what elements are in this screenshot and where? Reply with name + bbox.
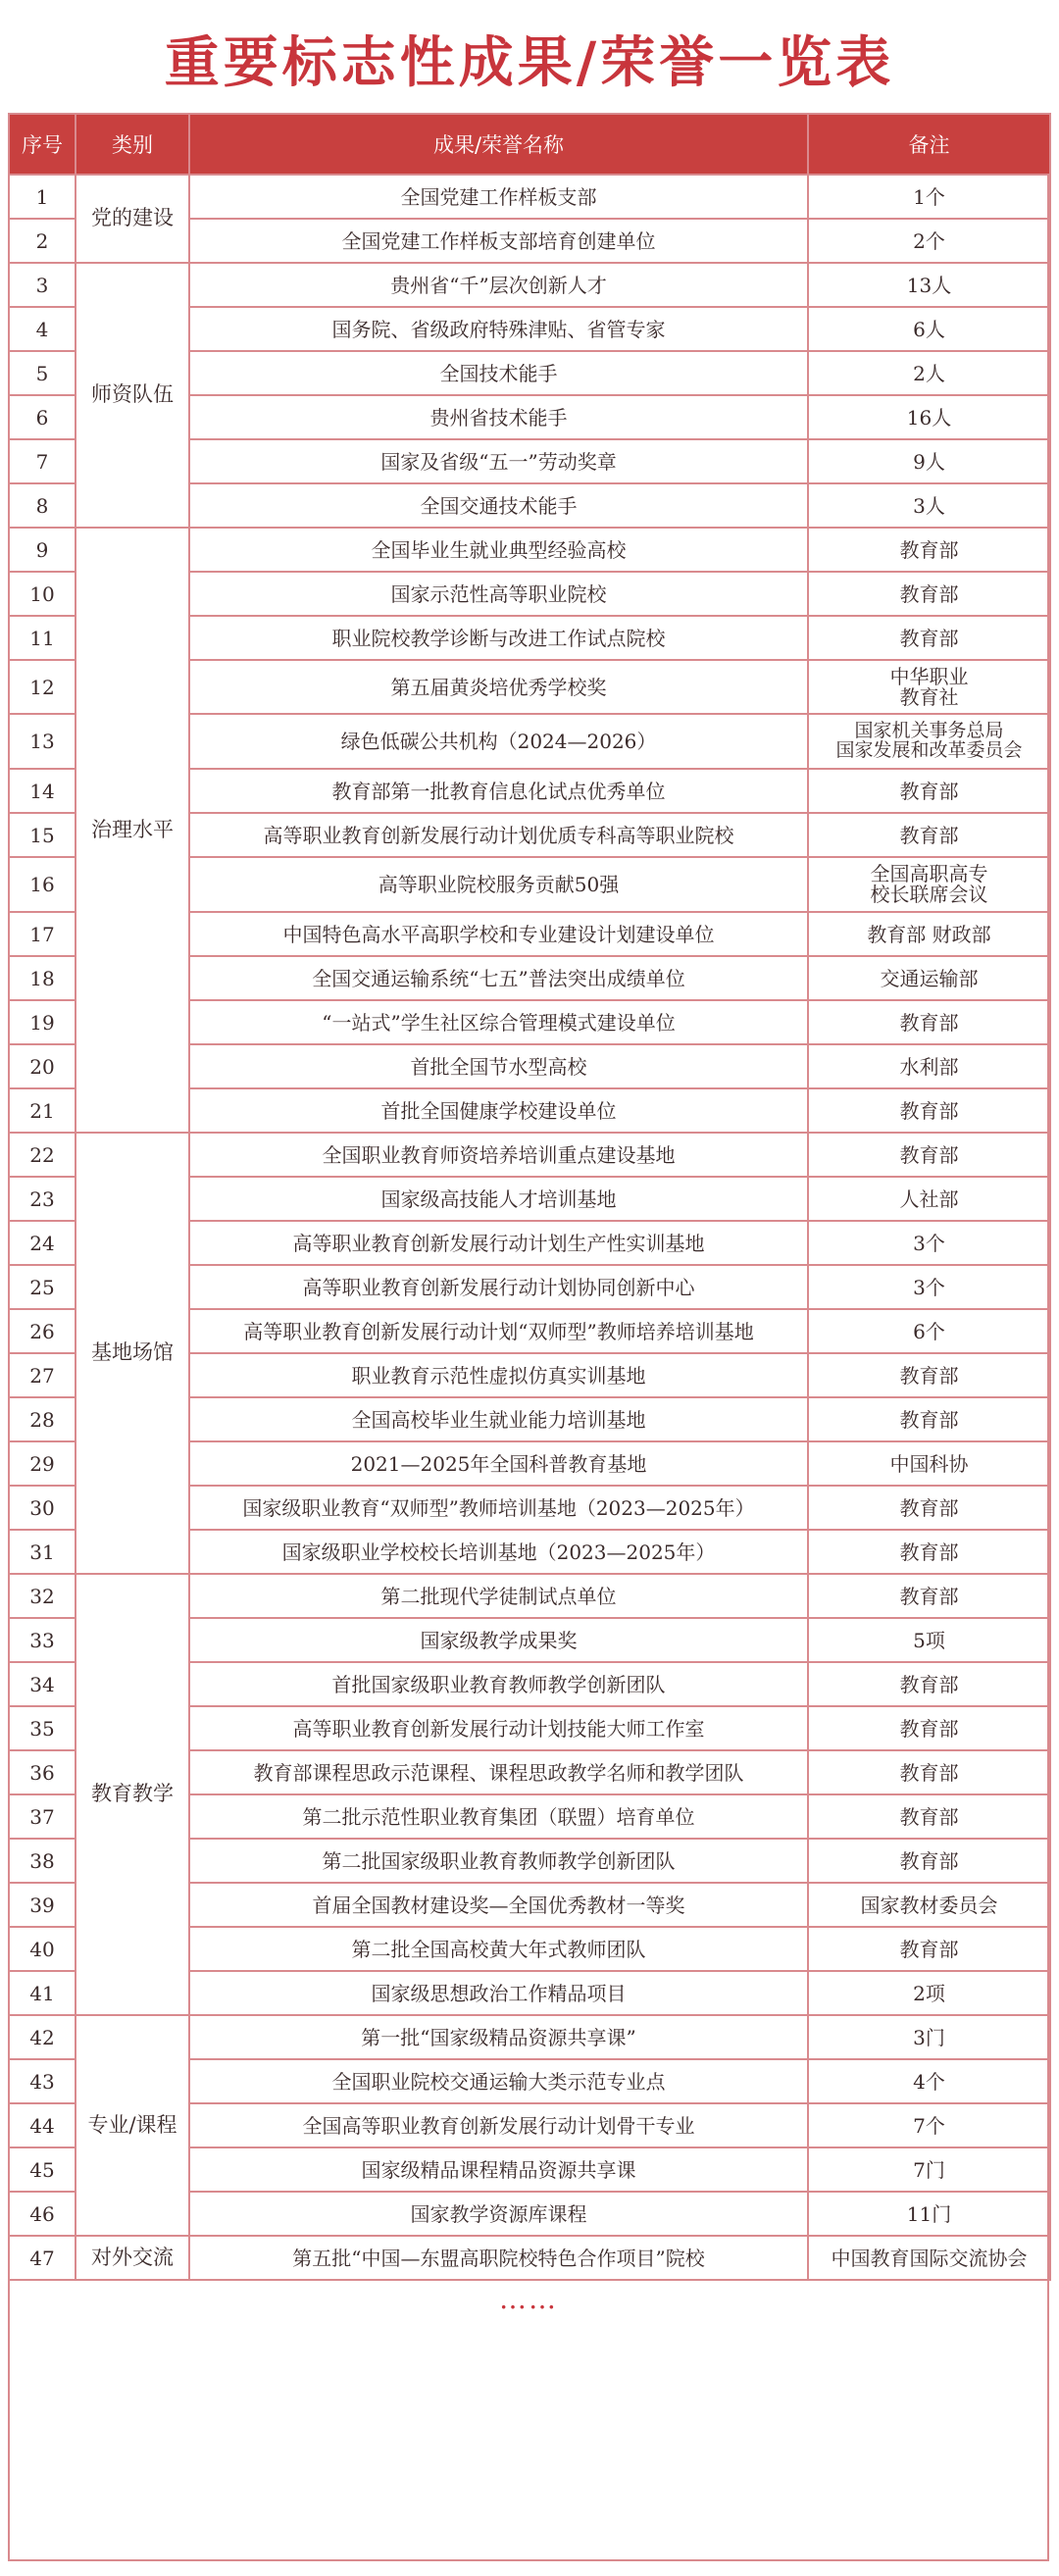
row-index: 28 <box>9 1397 76 1441</box>
row-remark: 13人 <box>808 263 1050 307</box>
row-name: 第二批现代学徒制试点单位 <box>189 1574 808 1618</box>
row-remark: 教育部 <box>808 1353 1050 1397</box>
row-remark: 3个 <box>808 1265 1050 1309</box>
row-remark: 教育部 <box>808 1706 1050 1750</box>
row-category: 师资队伍 <box>76 263 189 528</box>
row-name: 全国毕业生就业典型经验高校 <box>189 528 808 572</box>
row-index: 36 <box>9 1750 76 1794</box>
row-category: 对外交流 <box>76 2236 189 2280</box>
row-index: 8 <box>9 483 76 528</box>
row-index: 4 <box>9 307 76 351</box>
table-row <box>9 528 1050 572</box>
row-index: 33 <box>9 1618 76 1662</box>
table-header-row <box>9 114 1050 175</box>
row-index: 40 <box>9 1927 76 1971</box>
row-name: 首届全国教材建设奖—全国优秀教材一等奖 <box>189 1883 808 1927</box>
row-index: 22 <box>9 1133 76 1177</box>
row-name: 职业院校教学诊断与改进工作试点院校 <box>189 616 808 660</box>
row-name: 高等职业教育创新发展行动计划生产性实训基地 <box>189 1221 808 1265</box>
row-name: 全国职业院校交通运输大类示范专业点 <box>189 2059 808 2103</box>
row-remark: 教育部 <box>808 1750 1050 1794</box>
row-remark: 教育部 财政部 <box>808 912 1050 956</box>
row-name: 全国高校毕业生就业能力培训基地 <box>189 1397 808 1441</box>
row-index: 17 <box>9 912 76 956</box>
table-row <box>9 175 1050 219</box>
row-remark: 教育部 <box>808 1662 1050 1706</box>
row-index: 42 <box>9 2015 76 2059</box>
row-remark: 教育部 <box>808 528 1050 572</box>
row-remark: 教育部 <box>808 616 1050 660</box>
row-index: 6 <box>9 395 76 439</box>
row-index: 18 <box>9 956 76 1000</box>
row-index: 41 <box>9 1971 76 2015</box>
row-index: 32 <box>9 1574 76 1618</box>
row-category: 治理水平 <box>76 528 189 1133</box>
row-remark: 16人 <box>808 395 1050 439</box>
header-index: 序号 <box>9 114 76 175</box>
row-name: 绿色低碳公共机构（2024—2026） <box>189 714 808 769</box>
row-index: 3 <box>9 263 76 307</box>
row-name: 国家级职业教育“双师型”教师培训基地（2023—2025年） <box>189 1486 808 1530</box>
row-index: 15 <box>9 813 76 857</box>
row-name: 第五批“中国—东盟高职院校特色合作项目”院校 <box>189 2236 808 2280</box>
row-name: 全国交通运输系统“七五”普法突出成绩单位 <box>189 956 808 1000</box>
header-name: 成果/荣誉名称 <box>189 114 808 175</box>
row-name: 国家级教学成果奖 <box>189 1618 808 1662</box>
row-remark: 4个 <box>808 2059 1050 2103</box>
row-remark: 国家机关事务总局 国家发展和改革委员会 <box>808 714 1050 769</box>
row-remark: 教育部 <box>808 1530 1050 1574</box>
row-name: 教育部课程思政示范课程、课程思政教学名师和教学团队 <box>189 1750 808 1794</box>
row-category: 党的建设 <box>76 175 189 263</box>
header-remark: 备注 <box>808 114 1050 175</box>
row-index: 47 <box>9 2236 76 2280</box>
row-name: 第二批示范性职业教育集团（联盟）培育单位 <box>189 1794 808 1839</box>
row-remark: 教育部 <box>808 1133 1050 1177</box>
row-index: 9 <box>9 528 76 572</box>
row-remark: 3门 <box>808 2015 1050 2059</box>
row-name: 贵州省“千”层次创新人才 <box>189 263 808 307</box>
row-remark: 9人 <box>808 439 1050 483</box>
row-name: 第五届黄炎培优秀学校奖 <box>189 660 808 714</box>
row-index: 14 <box>9 769 76 813</box>
row-index: 16 <box>9 857 76 912</box>
row-index: 23 <box>9 1177 76 1221</box>
row-index: 43 <box>9 2059 76 2103</box>
row-remark: 3人 <box>808 483 1050 528</box>
row-remark: 人社部 <box>808 1177 1050 1221</box>
row-index: 12 <box>9 660 76 714</box>
row-remark: 2项 <box>808 1971 1050 2015</box>
row-index: 19 <box>9 1000 76 1044</box>
row-category: 教育教学 <box>76 1574 189 2015</box>
row-index: 13 <box>9 714 76 769</box>
row-remark: 教育部 <box>808 769 1050 813</box>
row-remark: 交通运输部 <box>808 956 1050 1000</box>
row-remark: 中国教育国际交流协会 <box>808 2236 1050 2280</box>
row-name: 第二批全国高校黄大年式教师团队 <box>189 1927 808 1971</box>
row-remark: 教育部 <box>808 1088 1050 1133</box>
row-name: 第一批“国家级精品资源共享课” <box>189 2015 808 2059</box>
row-remark: 7个 <box>808 2103 1050 2147</box>
row-index: 10 <box>9 572 76 616</box>
row-name: 高等职业教育创新发展行动计划协同创新中心 <box>189 1265 808 1309</box>
row-index: 20 <box>9 1044 76 1088</box>
row-name: 全国高等职业教育创新发展行动计划骨干专业 <box>189 2103 808 2147</box>
row-index: 7 <box>9 439 76 483</box>
row-name: 国务院、省级政府特殊津贴、省管专家 <box>189 307 808 351</box>
row-index: 2 <box>9 219 76 263</box>
row-remark: 3个 <box>808 1221 1050 1265</box>
row-remark: 国家教材委员会 <box>808 1883 1050 1927</box>
row-name: 贵州省技术能手 <box>189 395 808 439</box>
row-category: 基地场馆 <box>76 1133 189 1574</box>
row-name: 首批全国节水型高校 <box>189 1044 808 1088</box>
row-remark: 教育部 <box>808 1397 1050 1441</box>
row-name: 高等职业教育创新发展行动计划技能大师工作室 <box>189 1706 808 1750</box>
row-name: “一站式”学生社区综合管理模式建设单位 <box>189 1000 808 1044</box>
row-name: 第二批国家级职业教育教师教学创新团队 <box>189 1839 808 1883</box>
row-index: 45 <box>9 2147 76 2192</box>
row-name: 高等职业教育创新发展行动计划“双师型”教师培养培训基地 <box>189 1309 808 1353</box>
row-remark: 教育部 <box>808 1574 1050 1618</box>
row-name: 全国交通技术能手 <box>189 483 808 528</box>
row-index: 37 <box>9 1794 76 1839</box>
row-index: 21 <box>9 1088 76 1133</box>
row-name: 全国党建工作样板支部培育创建单位 <box>189 219 808 263</box>
row-name: 全国职业教育师资培养培训重点建设基地 <box>189 1133 808 1177</box>
row-index: 29 <box>9 1441 76 1486</box>
row-remark: 5项 <box>808 1618 1050 1662</box>
row-name: 国家级精品课程精品资源共享课 <box>189 2147 808 2192</box>
row-remark: 教育部 <box>808 1927 1050 1971</box>
more-indicator: …… <box>499 2283 558 2315</box>
row-name: 中国特色高水平高职学校和专业建设计划建设单位 <box>189 912 808 956</box>
row-remark: 1个 <box>808 175 1050 219</box>
row-index: 30 <box>9 1486 76 1530</box>
header-category: 类别 <box>76 114 189 175</box>
row-index: 24 <box>9 1221 76 1265</box>
row-name: 全国技术能手 <box>189 351 808 395</box>
table-row <box>9 1574 1050 1618</box>
row-index: 1 <box>9 175 76 219</box>
row-name: 国家示范性高等职业院校 <box>189 572 808 616</box>
row-name: 高等职业院校服务贡献50强 <box>189 857 808 912</box>
row-remark: 中国科协 <box>808 1441 1050 1486</box>
row-name: 国家及省级“五一”劳动奖章 <box>189 439 808 483</box>
row-index: 38 <box>9 1839 76 1883</box>
row-remark: 教育部 <box>808 1000 1050 1044</box>
table-row <box>9 2015 1050 2059</box>
row-name: 国家级高技能人才培训基地 <box>189 1177 808 1221</box>
row-index: 39 <box>9 1883 76 1927</box>
row-remark: 水利部 <box>808 1044 1050 1088</box>
row-index: 11 <box>9 616 76 660</box>
row-name: 国家级职业学校校长培训基地（2023—2025年） <box>189 1530 808 1574</box>
row-index: 44 <box>9 2103 76 2147</box>
row-index: 26 <box>9 1309 76 1353</box>
row-remark: 教育部 <box>808 1839 1050 1883</box>
row-name: 教育部第一批教育信息化试点优秀单位 <box>189 769 808 813</box>
row-remark: 教育部 <box>808 813 1050 857</box>
row-index: 31 <box>9 1530 76 1574</box>
row-index: 27 <box>9 1353 76 1397</box>
row-index: 5 <box>9 351 76 395</box>
honors-table <box>8 113 1051 2281</box>
table-row <box>9 263 1050 307</box>
row-name: 全国党建工作样板支部 <box>189 175 808 219</box>
row-name: 国家级思想政治工作精品项目 <box>189 1971 808 2015</box>
row-name: 国家教学资源库课程 <box>189 2192 808 2236</box>
row-remark: 2个 <box>808 219 1050 263</box>
row-remark: 2人 <box>808 351 1050 395</box>
row-remark: 全国高职高专 校长联席会议 <box>808 857 1050 912</box>
row-remark: 6个 <box>808 1309 1050 1353</box>
row-name: 高等职业教育创新发展行动计划优质专科高等职业院校 <box>189 813 808 857</box>
table-row <box>9 1133 1050 1177</box>
row-index: 35 <box>9 1706 76 1750</box>
row-remark: 中华职业 教育社 <box>808 660 1050 714</box>
row-remark: 教育部 <box>808 1794 1050 1839</box>
row-index: 34 <box>9 1662 76 1706</box>
row-name: 职业教育示范性虚拟仿真实训基地 <box>189 1353 808 1397</box>
row-index: 46 <box>9 2192 76 2236</box>
row-remark: 11门 <box>808 2192 1050 2236</box>
row-index: 25 <box>9 1265 76 1309</box>
row-remark: 教育部 <box>808 1486 1050 1530</box>
row-name: 首批全国健康学校建设单位 <box>189 1088 808 1133</box>
row-remark: 教育部 <box>808 572 1050 616</box>
table-body <box>9 175 1050 2280</box>
row-remark: 6人 <box>808 307 1050 351</box>
row-name: 2021—2025年全国科普教育基地 <box>189 1441 808 1486</box>
table-row <box>9 2236 1050 2280</box>
row-category: 专业/课程 <box>76 2015 189 2236</box>
row-name: 首批国家级职业教育教师教学创新团队 <box>189 1662 808 1706</box>
page-title: 重要标志性成果/荣誉一览表 <box>164 31 895 95</box>
row-remark: 7门 <box>808 2147 1050 2192</box>
